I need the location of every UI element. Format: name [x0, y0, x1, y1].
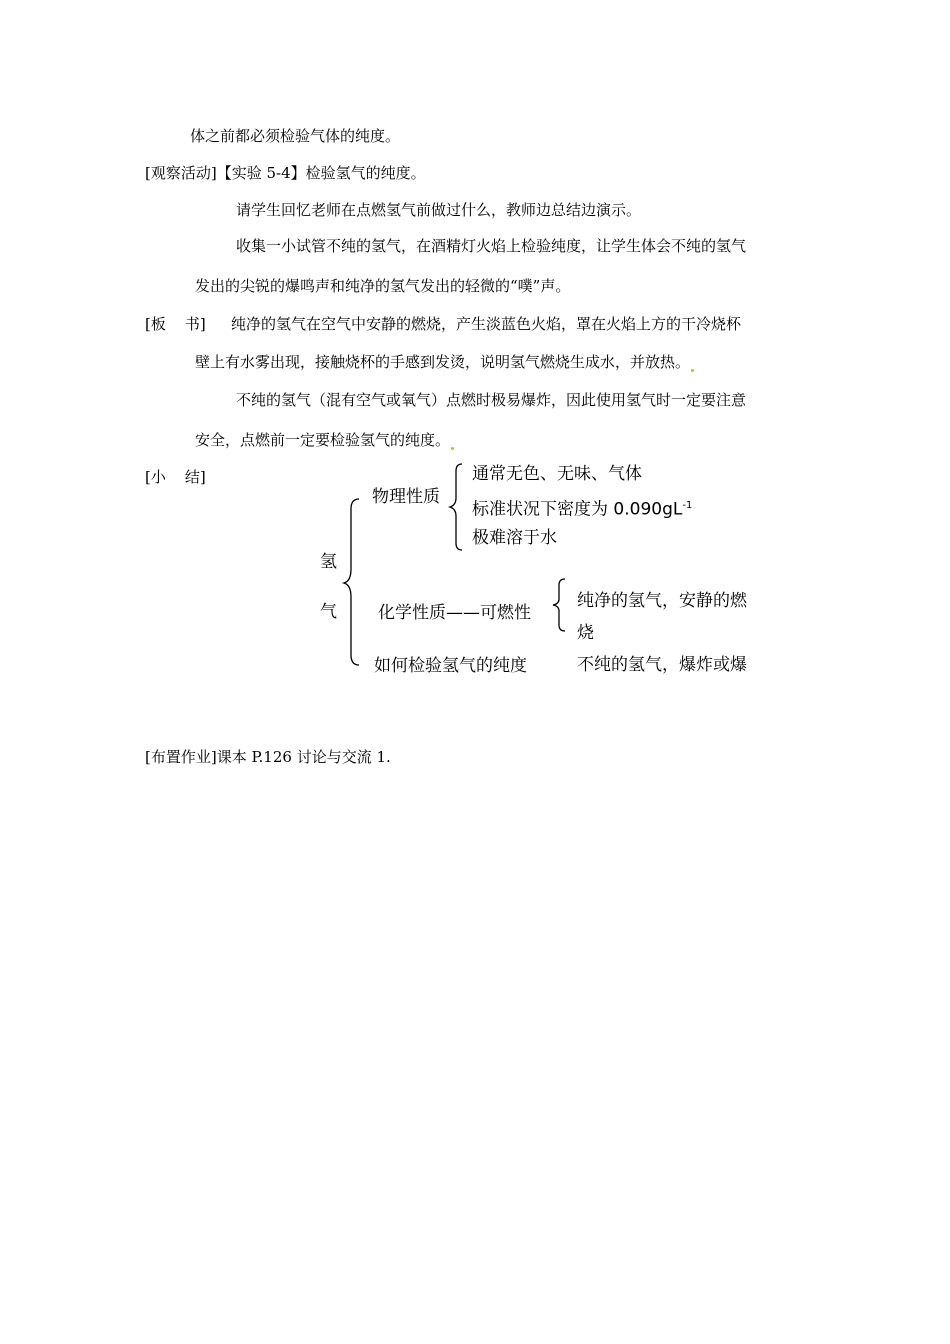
physical-properties-label: 物理性质: [372, 487, 440, 507]
summary-root-char-2: 气: [320, 602, 337, 622]
observation-activity-line: [145, 163, 426, 183]
observation-tag: [观察活动]: [145, 164, 217, 182]
physical-brace-icon: [448, 462, 464, 552]
physical-item-1: 通常无色、无味、气体: [472, 464, 642, 484]
text-line-5: 发出的尖锐的爆鸣声和纯净的氢气发出的轻微的“噗”声。: [195, 277, 571, 295]
text-line-7: [195, 352, 694, 372]
density-unit-exponent: -1: [682, 500, 693, 511]
blackboard-text: 纯净的氢气在空气中安静的燃烧，产生淡蓝色火焰，罩在火焰上方的干冷烧杯: [231, 315, 742, 333]
text-line-3: [236, 200, 641, 220]
summary-tag: [小 结]: [145, 468, 206, 486]
chemical-item-1-wrap: 烧: [577, 623, 594, 643]
clipped-text-box: [577, 650, 797, 675]
main-brace-icon: [343, 497, 363, 667]
physical-item-2: [472, 495, 692, 521]
experiment-title: 【实验 5-4】检验氢气的纯度。: [216, 164, 426, 182]
text-line-8: 不纯的氢气（混有空气或氧气）点燃时极易爆炸，因此使用氢气时一定要注意: [236, 391, 747, 409]
homework-line: [布置作业]课本 P.126 讨论与交流 1.: [145, 748, 391, 766]
blackboard-line: [145, 314, 741, 334]
chemical-item-1: 纯净的氢气，安静的燃: [577, 591, 747, 611]
chemical-properties-label: 化学性质——可燃性: [378, 603, 531, 623]
conclusion-text: 壁上有水雾出现，接触烧杯的手感到发烫，说明氢气燃烧生成水，并放热。: [195, 353, 691, 371]
density-text: 标准状况下密度为 0.090gL: [472, 499, 683, 520]
instruction-text: 请学生回忆老师在点燃氢气前做过什么，教师边总结边演示。: [236, 201, 642, 219]
purity-check-label: 如何检验氢气的纯度: [374, 656, 527, 676]
edit-mark: [691, 369, 694, 372]
text-line-9: [195, 430, 454, 450]
summary-root-char-1: 氢: [320, 552, 337, 572]
physical-item-3: 极难溶于水: [472, 528, 557, 548]
text-line-1: 体之前都必须检验气体的纯度。: [190, 127, 401, 145]
safety-text: 安全，点燃前一定要检验氢气的纯度。: [195, 431, 451, 449]
edit-mark: [451, 447, 454, 450]
text-line-4: 收集一小试管不纯的氢气，在酒精灯火焰上检验纯度，让学生体会不纯的氢气: [236, 237, 747, 255]
blackboard-tag: [板 书]: [145, 315, 206, 333]
chemical-brace-icon: [551, 577, 567, 633]
chemical-item-2-clipped: 不纯的氢气，爆炸或爆: [577, 655, 747, 675]
